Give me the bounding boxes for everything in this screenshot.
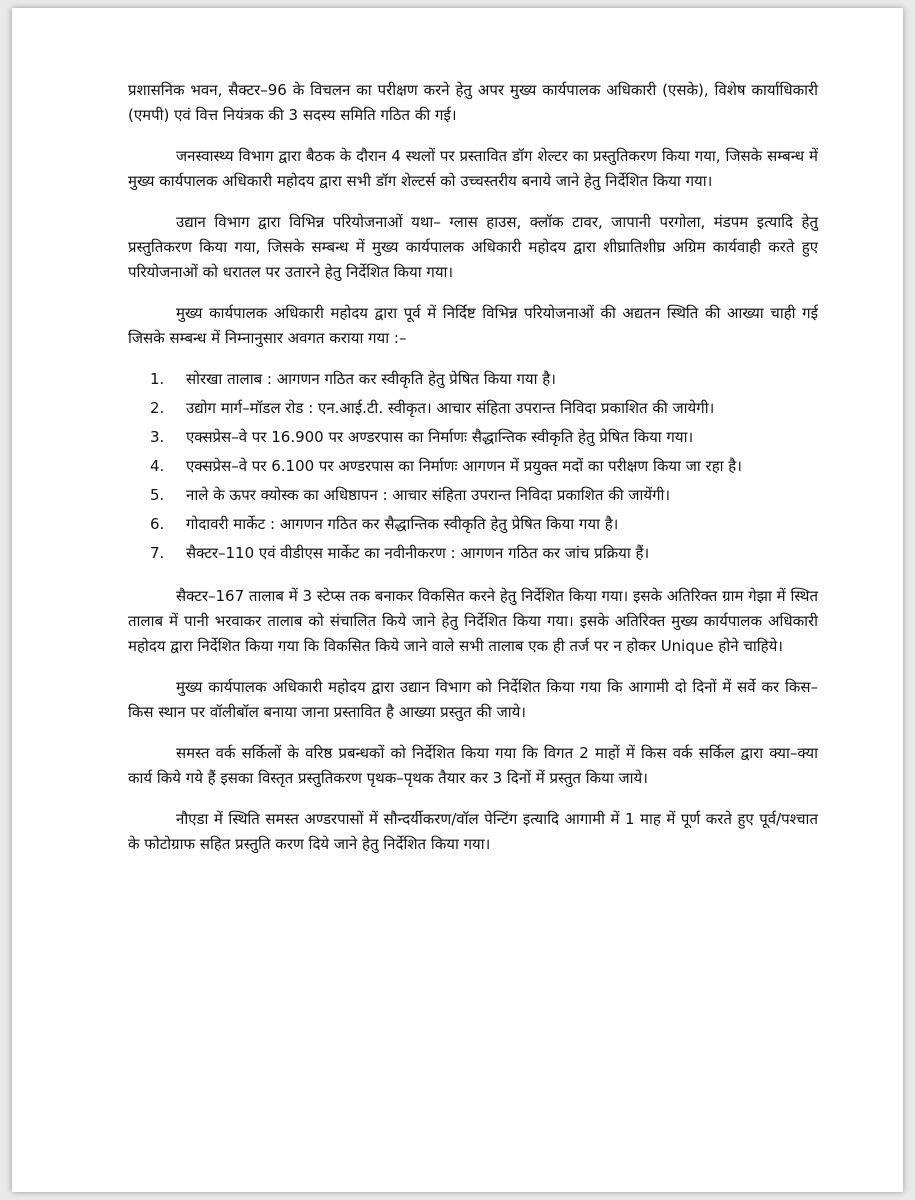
list-number: 6. (150, 515, 165, 533)
paragraph-work-circles: समस्त वर्क सर्किलों के वरिष्ठ प्रबन्धकों को निर्देशित किया गया कि विगत 2 माहों में किस वर्क सर्किल द्वारा क्या–क्या कार्य किये गये हैं इसका विस्तृत प्रस्तुतिकरण पृथक–पृथक तैयार कर 3 दिनों में प्रस्तुत किया जाये। (128, 744, 818, 787)
paragraph-committee: प्रशासनिक भवन, सैक्टर–96 के विचलन का परीक्षण करने हेतु अपर मुख्य कार्यपालक अधिकारी (एसके), विशेष कार्याधिकारी (एमपी) एवं वित्त नियंत्रक की 3 सदस्य समिति गठित की गई। (128, 81, 818, 124)
list-text: नाले के ऊपर क्योस्क का अधिष्ठापन : आचार संहिता उपरान्त निविदा प्रकाशित की जायेंगी। (186, 486, 671, 504)
list-item (128, 367, 818, 392)
document-page (12, 8, 903, 1192)
list-item (128, 483, 818, 508)
list-number: 2. (150, 399, 165, 417)
paragraph-project-status: मुख्य कार्यपालक अधिकारी महोदय द्वारा पूर्व में निर्दिष्ट विभिन्न परियोजनाओं की अद्यतन स्थिति की आख्या चाही गई जिसके सम्बन्ध में निम्नानुसार अवगत कराया गया :– (128, 304, 818, 347)
list-text: एक्सप्रेस–वे पर 16.900 पर अण्डरपास का निर्माणः सैद्धान्तिक स्वीकृति हेतु प्रेषित किया गया। (186, 428, 694, 446)
list-item (128, 454, 818, 479)
paragraph-volleyball: मुख्य कार्यपालक अधिकारी महोदय द्वारा उद्यान विभाग को निर्देशित किया गया कि आगामी दो दिनों में सर्वे कर किस–किस स्थान पर वॉलीबॉल बनाया जाना प्रस्तावित है आख्या प्रस्तुत की जाये। (128, 678, 818, 721)
paragraph-horticulture-projects: उद्यान विभाग द्वारा विभिन्न परियोजनाओं यथा– ग्लास हाउस, क्लॉक टावर, जापानी परगोला, मंडपम इत्यादि हेतु प्रस्तुतिकरण किया गया, जिसके सम्बन्ध में मुख्य कार्यपालक अधिकारी महोदय द्वारा शीघ्रातिशीघ्र अग्रिम कार्यवाही करते हुए परियोजनाओं को धरातल पर उतारने हेतु निर्देशित किया गया। (128, 213, 818, 281)
list-number: 3. (150, 428, 165, 446)
paragraph-ponds: सैक्टर–167 तालाब में 3 स्टेप्स तक बनाकर विकसित करने हेतु निर्देशित किया गया। इसके अतिरिक्त ग्राम गेझा में स्थित तालाब में पानी भरवाकर तालाब को संचालित किये जाने हेतु निर्देशित किया गया। इसके अतिरिक्त मुख्य कार्यपालक अधिकारी महोदय द्वारा निर्देशित किया गया कि विकसित किये जाने वाले सभी तालाब एक ही तर्ज पर न होकर Unique होने चाहिये। (128, 587, 818, 655)
list-text: सोरखा तालाब : आगणन गठित कर स्वीकृति हेतु प्रेषित किया गया है। (186, 370, 556, 388)
list-item (128, 541, 818, 566)
paragraph-underpass-beautification: नौएडा में स्थिति समस्त अण्डरपासों में सौन्दर्यीकरण/वॉल पेन्टिंग इत्यादि आगामी में 1 माह में पूर्ण करते हुए पूर्व/पश्चात के फोटोग्राफ सहित प्रस्तुति करण दिये जाने हेतु निर्देशित किया गया। (128, 810, 818, 853)
list-number: 7. (150, 544, 165, 562)
document-body (128, 78, 818, 873)
list-text: एक्सप्रेस–वे पर 6.100 पर अण्डरपास का निर्माणः आगणन में प्रयुक्त मदों का परीक्षण किया जा रहा है। (186, 457, 742, 475)
list-number: 1. (150, 370, 165, 388)
list-number: 4. (150, 457, 165, 475)
list-number: 5. (150, 486, 165, 504)
list-text: सैक्टर–110 एवं वीडीएस मार्केट का नवीनीकरण : आगणन गठित कर जांच प्रक्रिया हैं। (186, 544, 650, 562)
list-text: गोदावरी मार्केट : आगणन गठित कर सैद्धान्तिक स्वीकृति हेतु प्रेषित किया गया है। (186, 515, 619, 533)
list-item (128, 425, 818, 450)
paragraph-dog-shelter: जनस्वास्थ्य विभाग द्वारा बैठक के दौरान 4 स्थलों पर प्रस्तावित डॉग शेल्टर का प्रस्तुतिकरण किया गया, जिसके सम्बन्ध में मुख्य कार्यपालक अधिकारी महोदय द्वारा सभी डॉग शेल्टर्स को उच्चस्तरीय बनाये जाने हेतु निर्देशित किया गया। (128, 147, 818, 190)
list-item (128, 396, 818, 421)
list-item (128, 512, 818, 537)
list-text: उद्योग मार्ग–मॉडल रोड : एन.आई.टी. स्वीकृत। आचार संहिता उपरान्त निविदा प्रकाशित की जायेगी। (186, 399, 715, 417)
project-status-list (128, 367, 818, 566)
